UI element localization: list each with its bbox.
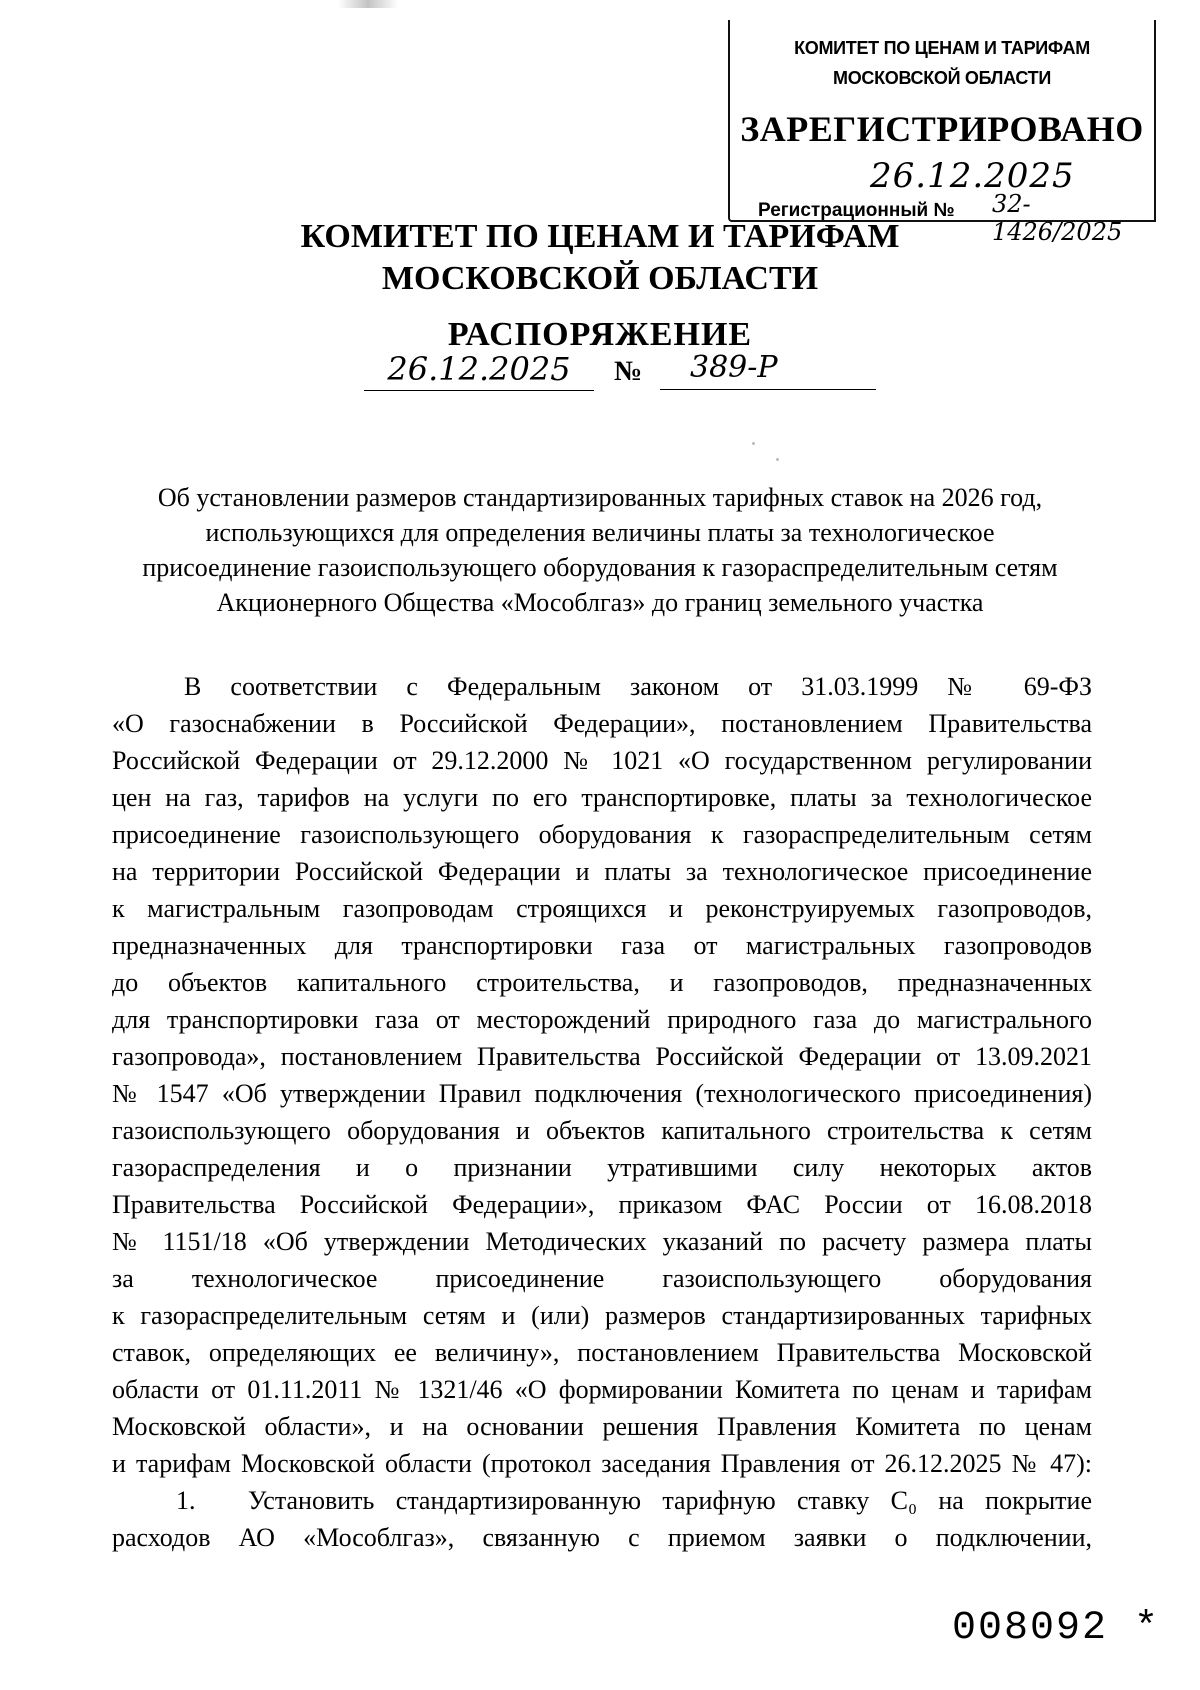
document-date: 26.12.2025 bbox=[364, 350, 594, 391]
stamp-registration-label: Регистрационный № bbox=[758, 200, 955, 221]
item-1-text: Установить стандартизированную тарифную ставку С₀ на покрытие bbox=[248, 1486, 1092, 1515]
document-body bbox=[112, 668, 1092, 1556]
body-line: до объектов капитального строительства, и газопроводов, предназначенных bbox=[112, 968, 1092, 997]
body-line: № 1547 «Об утверждении Правил подключения (технологического присоединения) bbox=[112, 1079, 1092, 1108]
item-1-line1 bbox=[112, 1482, 1092, 1519]
body-line: на территории Российской Федерации и платы за технологическое присоединение bbox=[112, 857, 1092, 886]
document-type: РАСПОРЯЖЕНИЕ bbox=[447, 316, 753, 353]
body-line: к газораспределительным сетям и (или) размеров стандартизированных тарифных bbox=[112, 1301, 1092, 1330]
body-line: присоединение газоиспользующего оборудования к газораспределительным сетям bbox=[112, 820, 1092, 849]
body-line: области от 01.11.2011 № 1321/46 «О формировании Комитета по ценам и тарифам bbox=[112, 1375, 1092, 1404]
serial-number: 008092 * bbox=[952, 1606, 1161, 1651]
organization-name-line2: МОСКОВСКОЙ ОБЛАСТИ bbox=[381, 260, 819, 297]
body-line: Российской Федерации от 29.12.2000 № 1021 «О государственном регулировании bbox=[112, 746, 1092, 775]
stamp-committee-line2: МОСКОВСКОЙ ОБЛАСТИ bbox=[833, 68, 1051, 88]
body-line: предназначенных для транспортировки газа от магистральных газопроводов bbox=[112, 931, 1092, 960]
body-line: к магистральным газопроводам строящихся и реконструируемых газопроводов, bbox=[112, 894, 1092, 923]
date-number-line bbox=[364, 350, 874, 394]
body-line: газораспределения и о признании утратившими силу некоторых актов bbox=[112, 1153, 1092, 1182]
body-line: Московской области», и на основании решения Правления Комитета по ценам bbox=[112, 1412, 1092, 1441]
item-1-number: 1. bbox=[176, 1486, 196, 1515]
body-line: для транспортировки газа от месторождений природного газа до магистрального bbox=[112, 1005, 1092, 1034]
body-line: ставок, определяющих ее величину», постановлением Правительства Московской bbox=[112, 1338, 1092, 1367]
body-line: цен на газ, тарифов на услуги по его транспортировке, платы за технологическое bbox=[112, 783, 1092, 812]
document-number: 389-Р bbox=[660, 350, 876, 390]
scan-speck bbox=[752, 442, 755, 445]
number-sign: № bbox=[614, 356, 643, 387]
registration-stamp bbox=[728, 20, 1156, 246]
body-line: газопровода», постановлением Правительства Российской Федерации от 13.09.2021 bbox=[112, 1042, 1092, 1071]
body-line: Правительства Российской Федерации», приказом ФАС России от 16.08.2018 bbox=[112, 1190, 1092, 1219]
stamp-handwritten-date: 26.12.2025 bbox=[870, 156, 1075, 196]
document-subject bbox=[120, 480, 1080, 620]
subject-line: присоединение газоиспользующего оборудования к газораспределительным сетям bbox=[142, 553, 1058, 582]
subject-line: Об установлении размеров стандартизированных тарифных ставок на 2026 год, bbox=[157, 483, 1043, 512]
body-line: В соответствии с Федеральным законом от 31.03.1999 № 69-ФЗ bbox=[184, 672, 1092, 701]
subject-line: Акционерного Общества «Мособлгаз» до границ земельного участка bbox=[216, 588, 984, 617]
organization-name-line1: КОМИТЕТ ПО ЦЕНАМ И ТАРИФАМ bbox=[300, 218, 900, 255]
body-line: № 1151/18 «Об утверждении Методических указаний по расчету размера платы bbox=[112, 1227, 1092, 1256]
body-line: газоиспользующего оборудования и объектов капитального строительства к сетям bbox=[112, 1116, 1092, 1145]
stamp-committee-line1: КОМИТЕТ ПО ЦЕНАМ И ТАРИФАМ bbox=[794, 38, 1090, 58]
body-line: и тарифам Московской области (протокол заседания Правления от 26.12.2025 № 47): bbox=[112, 1449, 1092, 1478]
body-line: «О газоснабжении в Российской Федерации», постановлением Правительства bbox=[112, 709, 1092, 738]
scan-smudge bbox=[338, 0, 398, 8]
scan-speck bbox=[776, 458, 779, 461]
body-line: за технологическое присоединение газоиспользующего оборудования bbox=[112, 1264, 1092, 1293]
stamp-registration-number: 32-1426/2025 bbox=[992, 190, 1123, 246]
stamp-registered: ЗАРЕГИСТРИРОВАНО bbox=[740, 109, 1144, 149]
subject-line: использующихся для определения величины платы за технологическое bbox=[205, 518, 995, 547]
item-1-line2: расходов АО «Мособлгаз», связанную с приемом заявки о подключении, bbox=[112, 1523, 1092, 1552]
